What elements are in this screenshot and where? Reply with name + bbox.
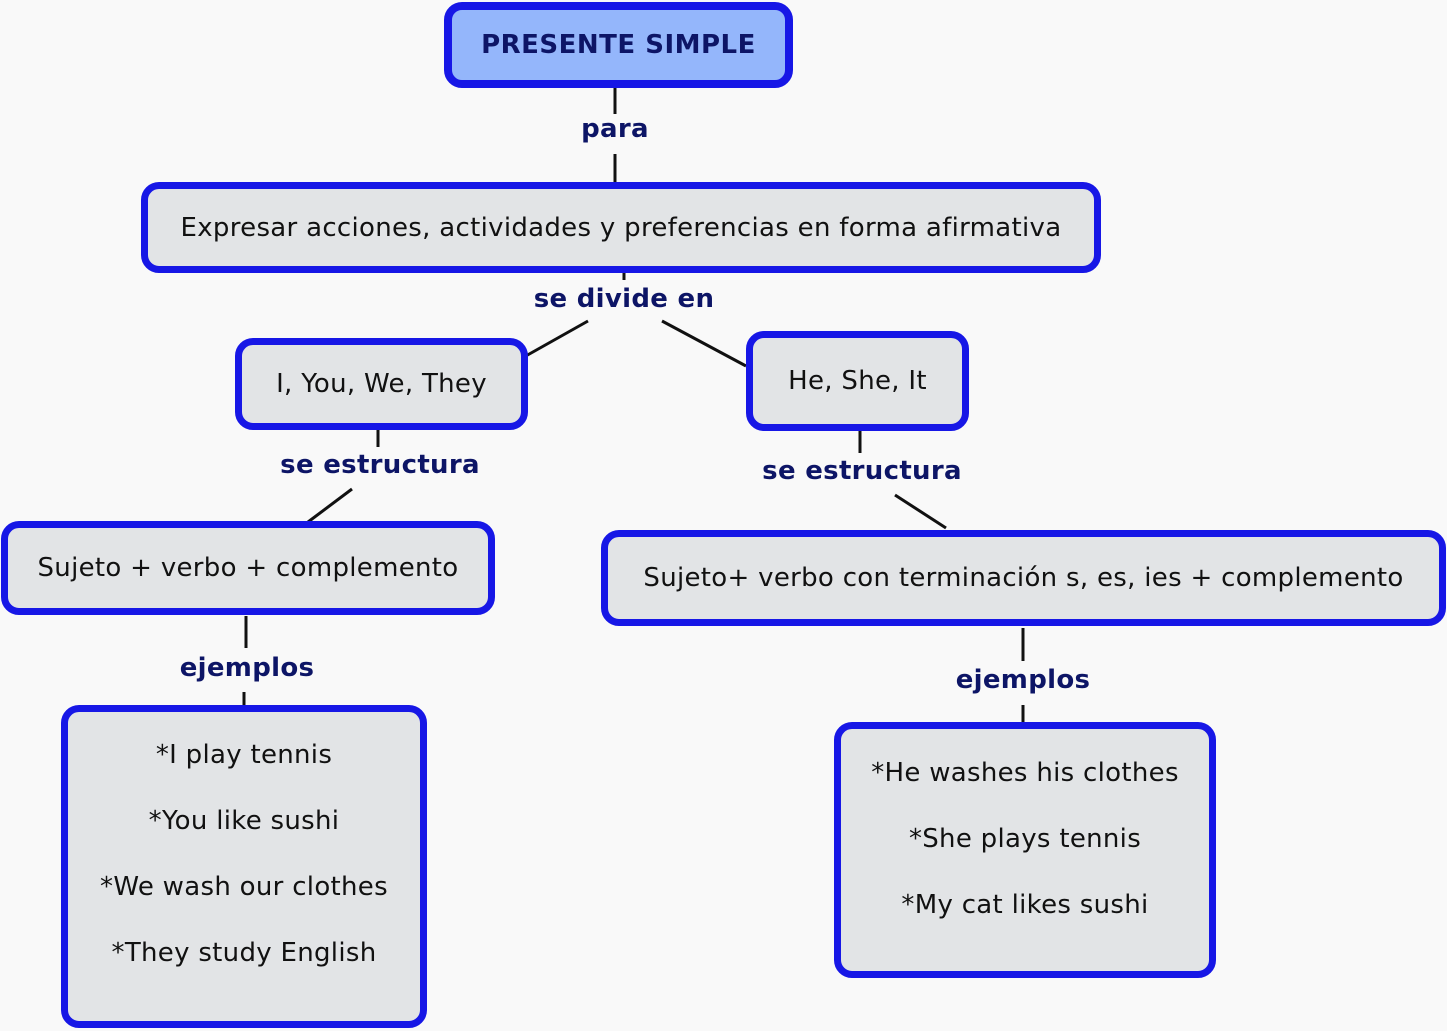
example-left-4: *They study English	[111, 938, 377, 968]
node-structure-left	[1, 521, 495, 615]
example-left-3: *We wash our clothes	[100, 872, 388, 902]
node-purpose-text: Expresar acciones, actividades y preferencias en forma afirmativa	[180, 212, 1062, 243]
example-right-1: *He washes his clothes	[871, 758, 1179, 788]
link-label-se-divide-en: se divide en	[533, 284, 715, 314]
link-label-para: para	[581, 114, 649, 144]
example-left-2: *You like sushi	[148, 806, 340, 836]
connector-divide-right	[662, 321, 746, 366]
node-structure-right	[601, 530, 1446, 626]
node-group-right	[746, 331, 969, 431]
node-structure-left-text: Sujeto + verbo + complemento	[37, 553, 459, 583]
node-group-right-text: He, She, It	[788, 366, 927, 396]
node-group-left-text: I, You, We, They	[276, 369, 487, 399]
connector-estructura-structure-right	[895, 495, 946, 528]
link-label-ejemplos-right: ejemplos	[955, 665, 1091, 695]
link-label-se-estructura-left: se estructura	[280, 450, 480, 480]
example-right-3: *My cat likes sushi	[901, 890, 1149, 920]
node-presente-simple	[444, 2, 793, 88]
node-group-left	[235, 338, 528, 430]
link-label-ejemplos-left: ejemplos	[179, 653, 315, 683]
example-right-2: *She plays tennis	[908, 824, 1142, 854]
node-purpose	[141, 182, 1101, 273]
connector-divide-left	[524, 321, 588, 357]
node-examples-right	[834, 722, 1216, 978]
node-structure-right-text: Sujeto+ verbo con terminación s, es, ies + complemento	[643, 563, 1404, 593]
example-left-1: *I play tennis	[155, 740, 333, 770]
link-label-se-estructura-right: se estructura	[762, 456, 962, 486]
node-examples-left	[61, 705, 427, 1028]
connector-estructura-structure-left	[308, 489, 352, 522]
node-presente-simple-text: PRESENTE SIMPLE	[481, 30, 756, 60]
